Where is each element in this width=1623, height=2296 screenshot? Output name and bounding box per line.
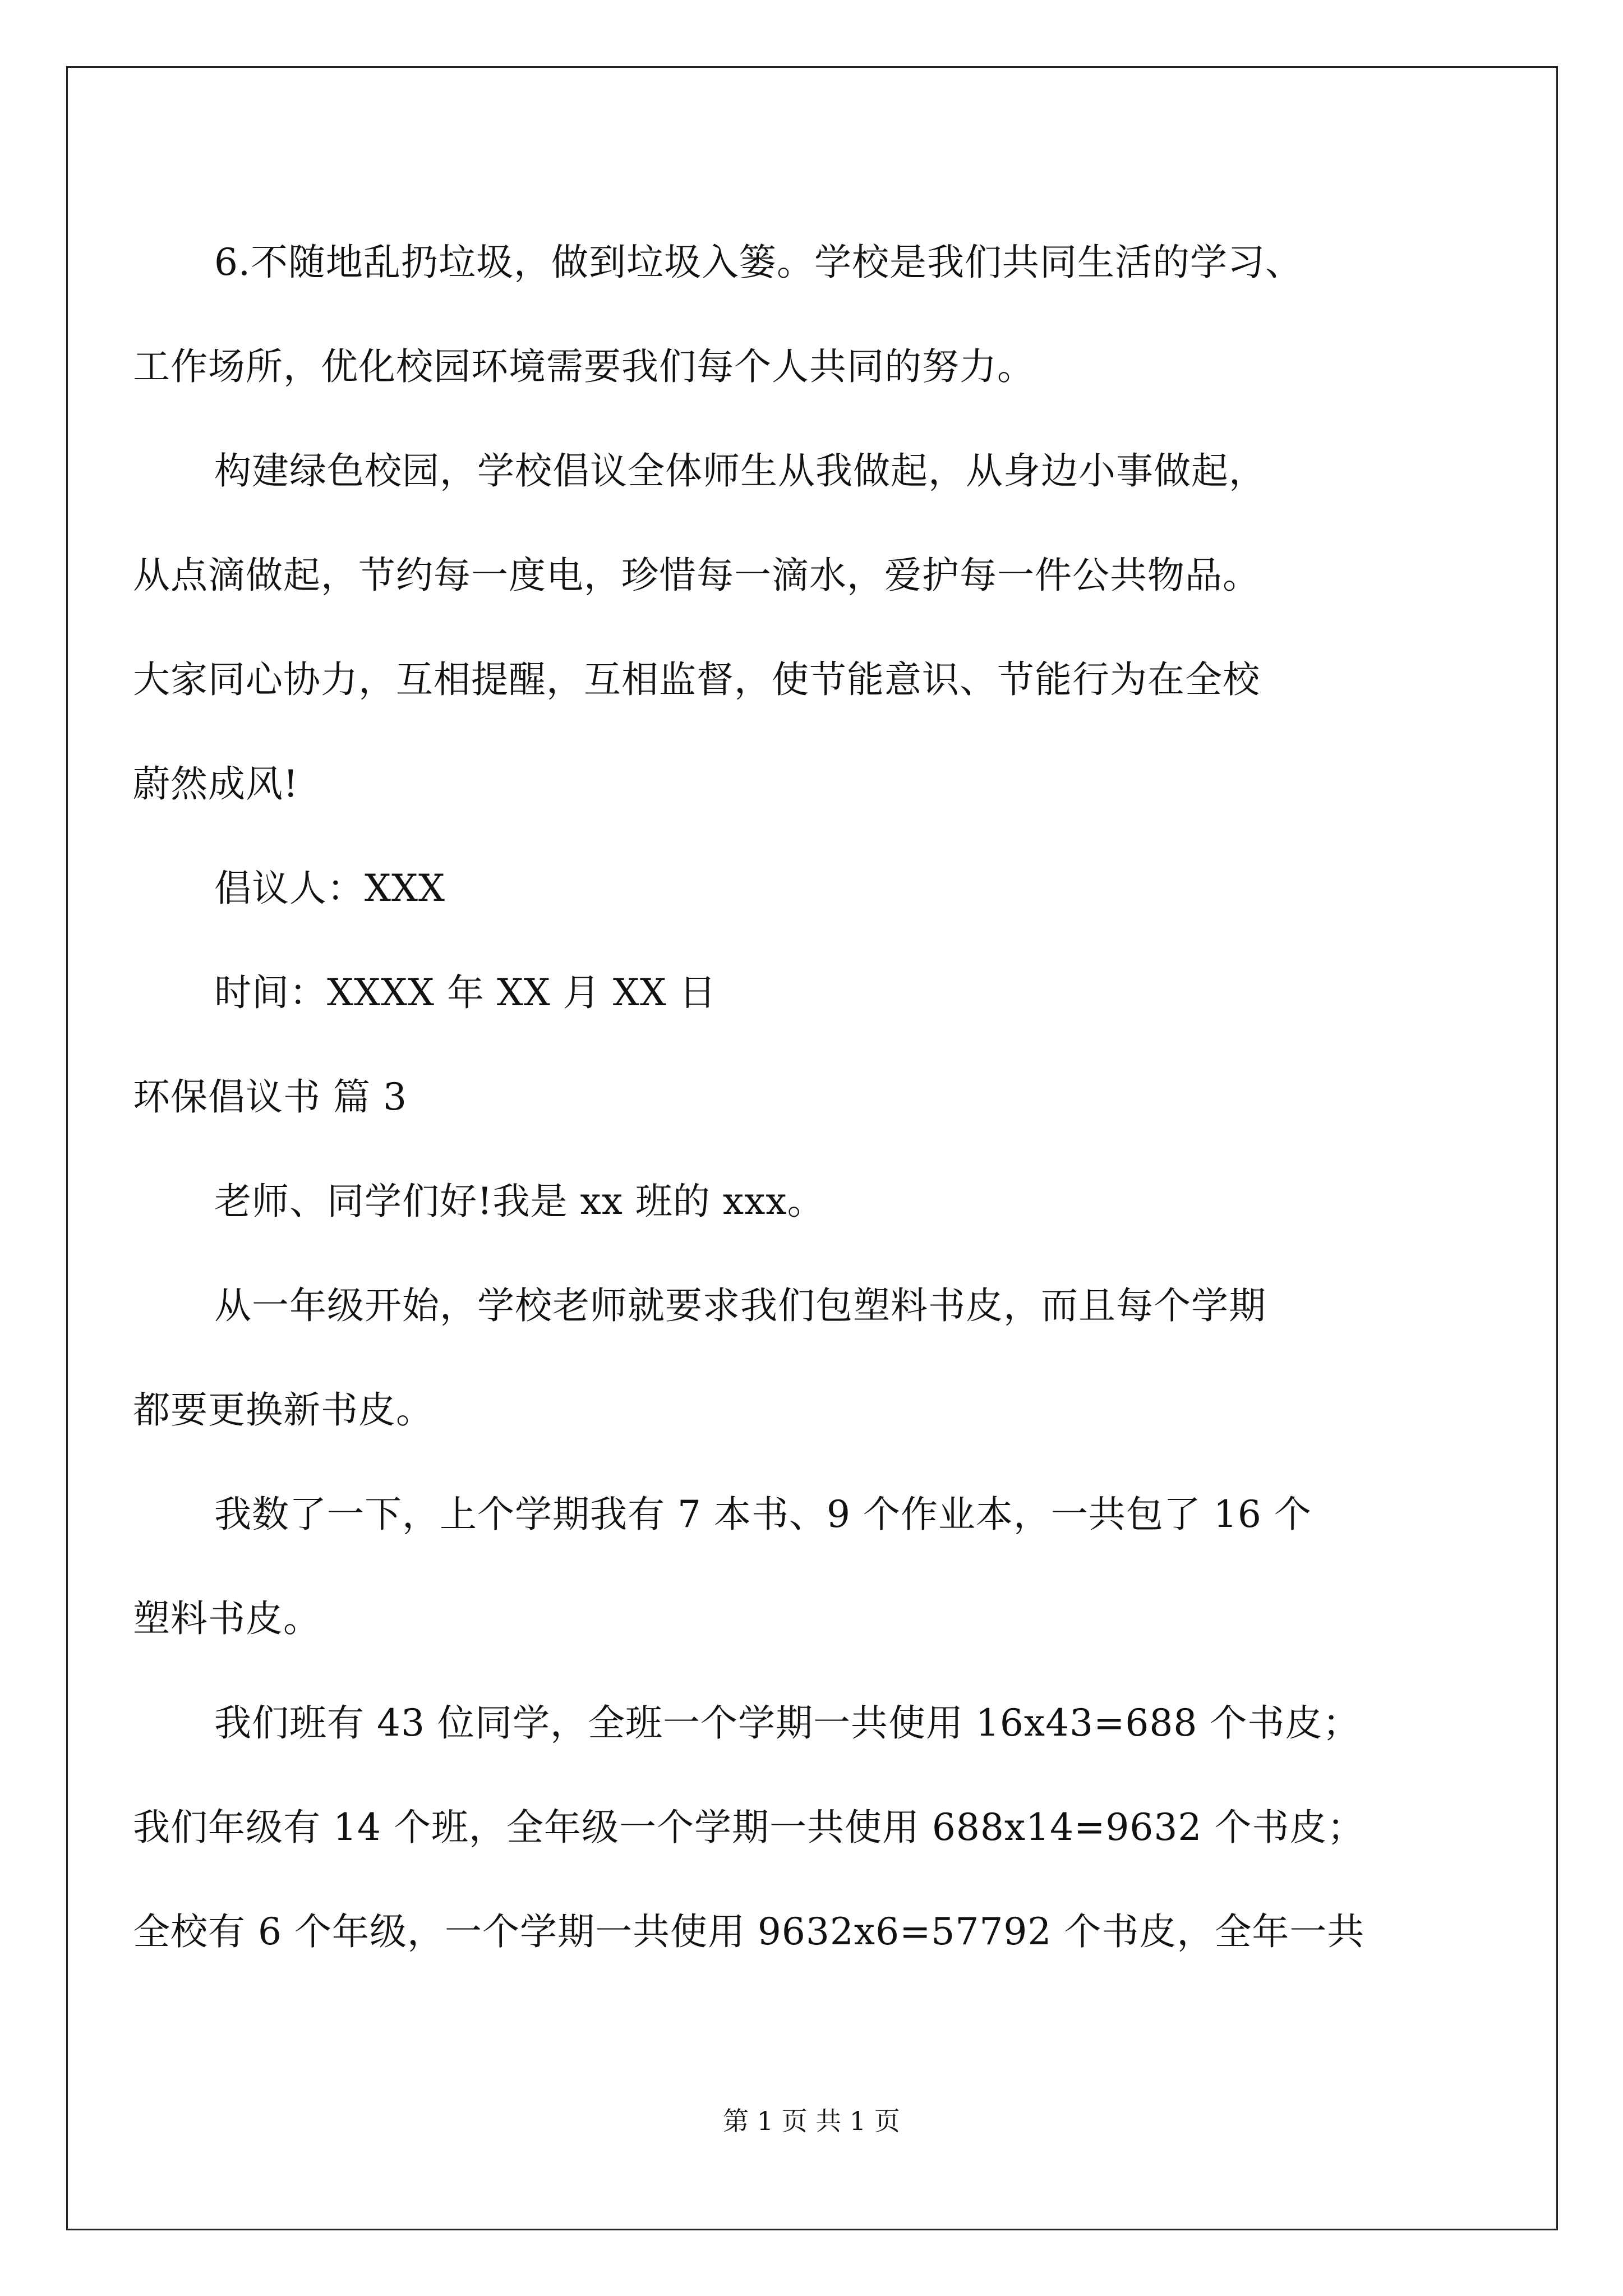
paragraph-line: 大家同心协力，互相提醒，互相监督，使节能意识、节能行为在全校 [133, 658, 1260, 701]
paragraph-line: 塑料书皮。 [133, 1597, 321, 1640]
paragraph-line: 6.不随地乱扔垃圾，做到垃圾入篓。学校是我们共同生活的学习、 [214, 241, 1303, 284]
paragraph-line: 我们班有 43 位同学，全班一个学期一共使用 16x43=688 个书皮； [214, 1701, 1361, 1745]
paragraph-line: 蔚然成风! [133, 762, 299, 806]
paragraph-line: 我们年级有 14 个班，全年级一个学期一共使用 688x14=9632 个书皮； [133, 1806, 1365, 1849]
section-heading: 环保倡议书 篇 3 [133, 1075, 407, 1119]
paragraph-line: 全校有 6 个年级，一个学期一共使用 9632x6=57792 个书皮，全年一共 [133, 1910, 1365, 1953]
paragraph-line: 都要更换新书皮。 [133, 1388, 434, 1432]
date-line: 时间：XXXX 年 XX 月 XX 日 [214, 971, 717, 1014]
page-number-footer: 第 1 页 共 1 页 [723, 2106, 900, 2136]
document-body [133, 210, 1490, 1984]
signature-line: 倡议人：XXX [214, 867, 445, 910]
paragraph-line: 构建绿色校园，学校倡议全体师生从我做起，从身边小事做起， [214, 449, 1266, 493]
paragraph-line: 我数了一下，上个学期我有 7 本书、9 个作业本，一共包了 16 个 [214, 1493, 1312, 1536]
paragraph-line: 从点滴做起，节约每一度电，珍惜每一滴水，爱护每一件公共物品。 [133, 554, 1260, 597]
paragraph-line: 从一年级开始，学校老师就要求我们包塑料书皮，而且每个学期 [214, 1284, 1266, 1327]
paragraph-line: 老师、同学们好!我是 xx 班的 xxx。 [214, 1180, 825, 1223]
paragraph-line: 工作场所，优化校园环境需要我们每个人共同的努力。 [133, 345, 1035, 388]
